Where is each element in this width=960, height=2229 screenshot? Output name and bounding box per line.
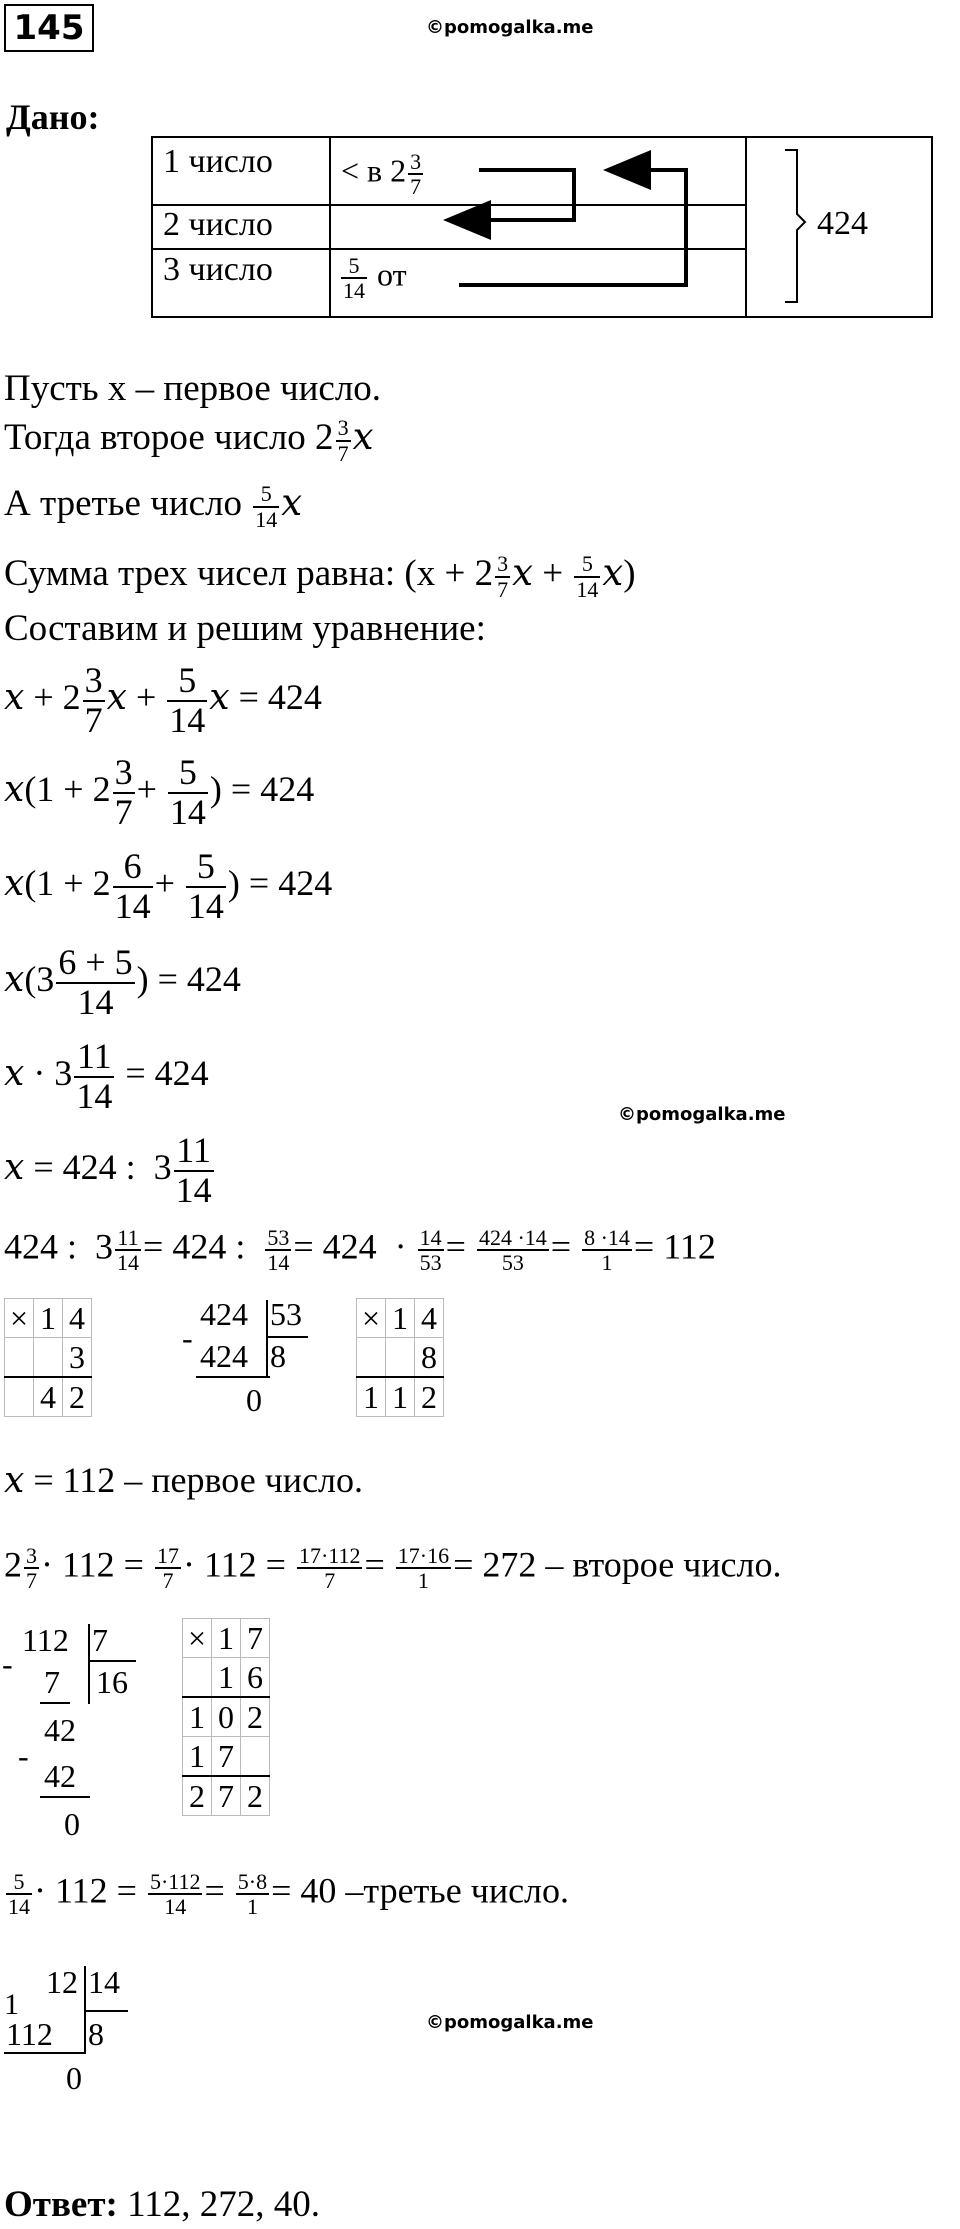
given-label: Дано: — [6, 97, 100, 137]
equation-2: x(1 + 2 $\frac{3}{7}$ + $\frac{5}{14}$ ) = 424 — [4, 752, 315, 832]
solution-line-4: Сумма трех чисел равна: (x + 2 $\frac{3}{7}$ x + $\frac{5}{14}$ x) — [4, 551, 636, 602]
equation-7: 424 : 3 $\frac{11}{14}$ = 424 : $\frac{53}{14}$ = 424 · $\frac{14}{53}$ = $\frac{424 \cdot 14}{53}$ = $\frac{8 \cdot 14}{1}$ = 112 — [4, 1225, 716, 1276]
answer — [4, 2184, 320, 2227]
equation-3: x(1 + 2 $\frac{6}{14}$ + $\frac{5}{14}$ ) = 424 — [4, 846, 333, 926]
answer-label: Ответ: — [4, 2184, 118, 2225]
solution-line-5: Составим и решим уравнение: — [4, 608, 486, 649]
equation-6: x = 424 : 3 $\frac{11}{14}$ — [4, 1130, 212, 1210]
given-row-1-relation: < в 2 $\frac{3}{7}$ — [341, 149, 422, 200]
fraction: $\frac{3}{7}$ — [410, 149, 422, 200]
fraction: $\frac{5}{14}$ — [343, 253, 365, 304]
problem-number: 145 — [4, 4, 94, 52]
given-row-3-relation: $\frac{5}{14}$ от — [343, 253, 407, 304]
solution-line-3: А третье число $\frac{5}{14}$ x — [4, 481, 303, 532]
answer-value: 112, 272, 40. — [127, 2184, 320, 2225]
given-row-2-name: 2 число — [163, 206, 273, 243]
third-number-calc: $\frac{5}{14}$ · 112 = $\frac{5\cdot 112}{14}$ = $\frac{5\cdot 8}{1}$ = 40 –третье число. — [8, 1869, 570, 1920]
equation-4: x(3 $\frac{6 + 5}{14}$ ) = 424 — [4, 942, 241, 1022]
second-number-calc: 2 $\frac{3}{7}$ · 112 = $\frac{17}{7}$ · 112 = $\frac{17\cdot 112}{7}$ = $\frac{17\cdot 16}{1}$ = 272 – второе число. — [4, 1543, 782, 1594]
given-table — [151, 136, 933, 318]
given-total: 424 — [817, 205, 868, 242]
solution-line-2: Тогда второе число 2 $\frac{3}{7}$ x — [4, 415, 374, 466]
multiplication-17-by-16: × 1 7 1 6 1 0 2 1 7 2 7 2 — [182, 1618, 270, 1816]
first-number-result: x = 112 – первое число. — [4, 1460, 364, 1501]
equation-1: x + 2 $\frac{3}{7}$ x + $\frac{5}{14}$ x = 424 — [4, 660, 322, 740]
given-row-1-name: 1 число — [163, 143, 273, 180]
solution-line-1: Пусть x – первое число. — [4, 368, 382, 409]
division-112-by-14: 1 12 14 112 8 0 — [0, 1960, 160, 2140]
watermark: ©pomogalka.me — [618, 1104, 786, 1125]
equation-5: x · 3 $\frac{11}{14}$ = 424 — [4, 1036, 209, 1116]
watermark: ©pomogalka.me — [426, 2012, 594, 2033]
multiplication-14-by-8: × 1 4 8 1 1 2 — [356, 1298, 444, 1417]
multiplication-14-by-3: × 1 4 3 4 2 — [4, 1298, 92, 1417]
watermark: ©pomogalka.me — [426, 17, 594, 38]
division-424-by-53: 424 53 - 424 8 0 — [182, 1296, 332, 1436]
relation-arrows — [151, 136, 933, 318]
given-row-3-name: 3 число — [163, 251, 273, 288]
division-112-by-7: 112 7 - 7 16 42 - 42 0 — [0, 1620, 160, 1870]
